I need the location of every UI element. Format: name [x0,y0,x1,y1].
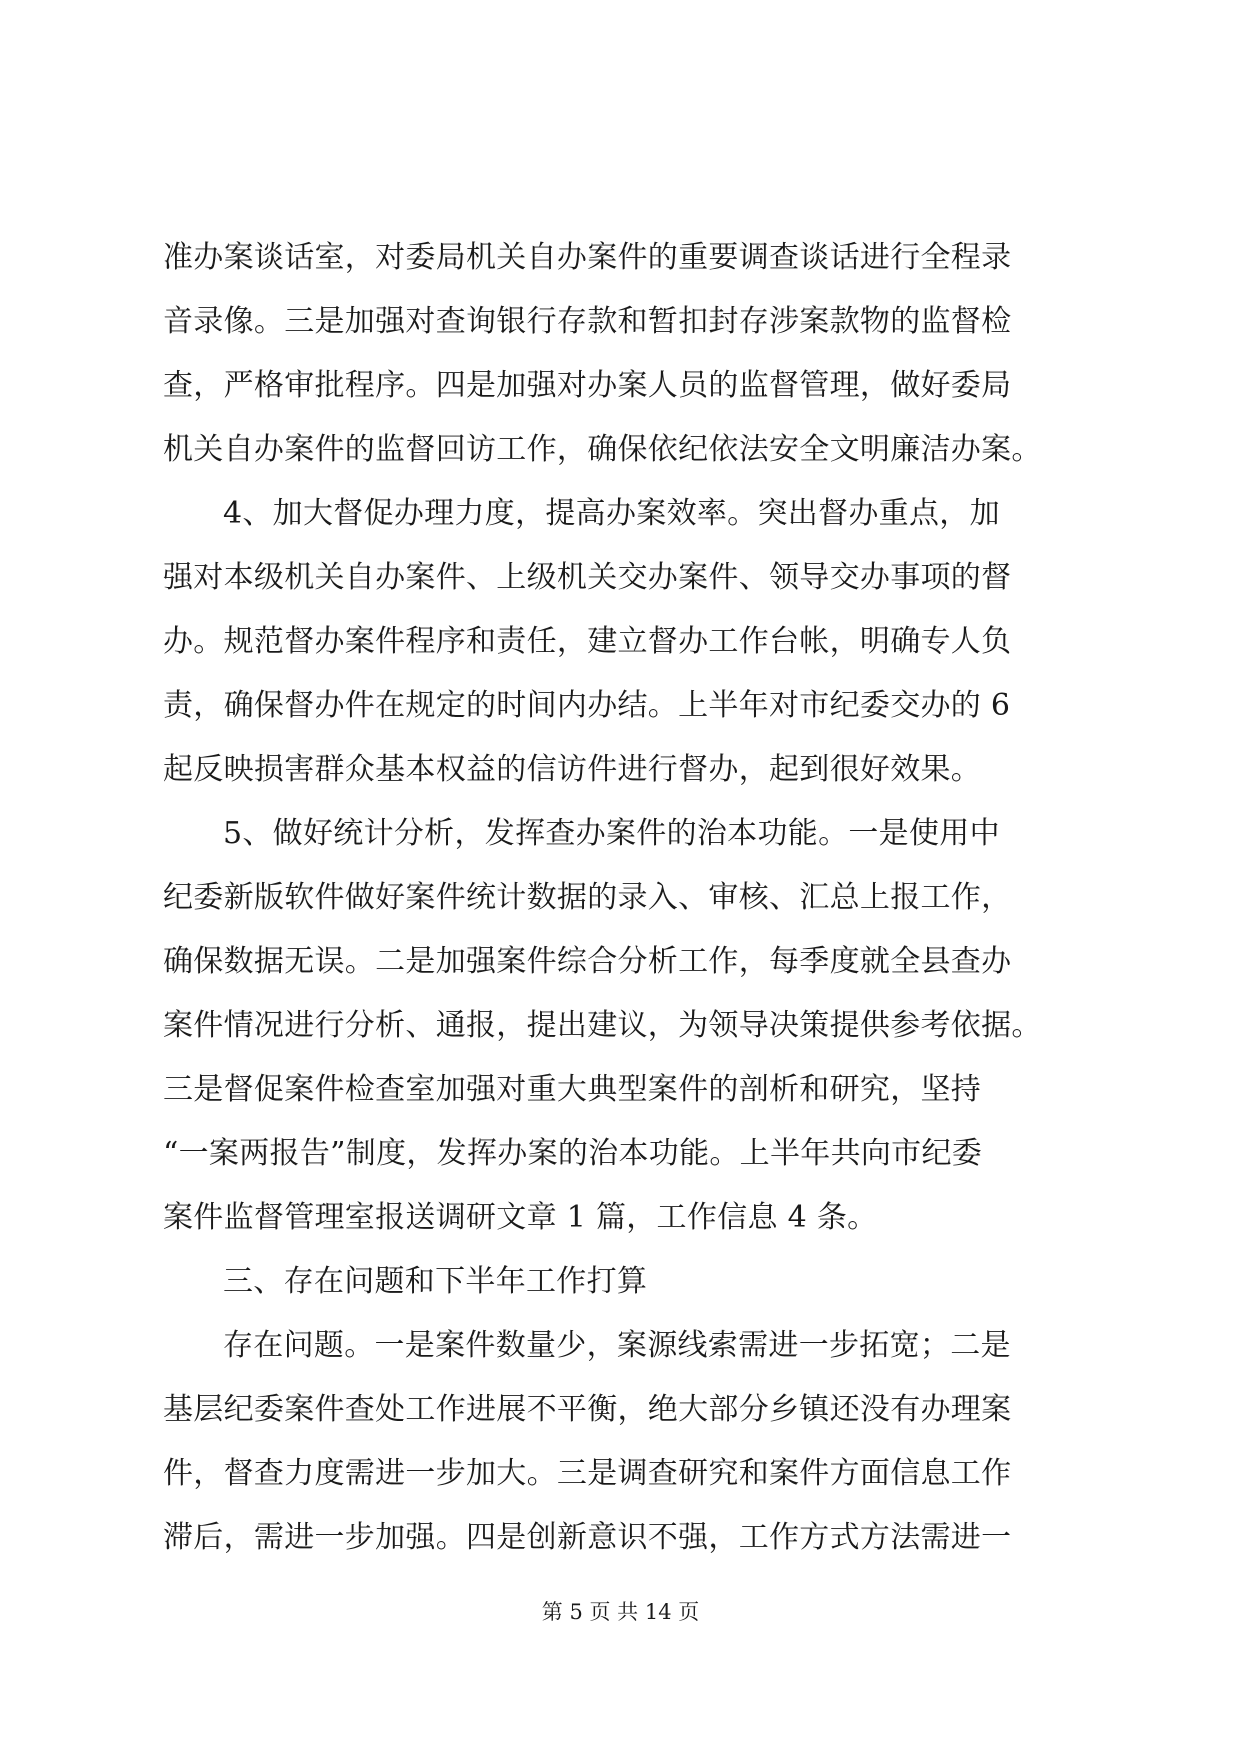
text-line: 责，确保督办件在规定的时间内办结。上半年对市纪委交办的 6 [163,688,1011,723]
text-line: 案件情况进行分析、通报，提出建议，为领导决策提供参考依据。 [163,1008,1042,1043]
text-line: 音录像。三是加强对查询银行存款和暂扣封存涉案款物的监督检 [163,304,1012,339]
text-line: 查，严格审批程序。四是加强对办案人员的监督管理，做好委局 [163,368,1012,403]
text-line: 案件监督管理室报送调研文章 1 篇，工作信息 4 条。 [163,1200,878,1235]
page-number-footer: 第 5 页 共 14 页 [541,1600,700,1624]
text-line: 起反映损害群众基本权益的信访件进行督办，起到很好效果。 [163,752,982,787]
paragraph-4-heading-line: 4、加大督促办理力度，提高办案效率。突出督办重点，加 [223,496,1000,531]
section-heading: 三、存在问题和下半年工作打算 [223,1264,648,1299]
document-body [163,226,1083,1570]
text-line: “一案两报告”制度，发挥办案的治本功能。上半年共向市纪委 [163,1136,983,1171]
text-line: 确保数据无误。二是加强案件综合分析工作，每季度就全县查办 [163,944,1012,979]
text-line: 存在问题。一是案件数量少，案源线索需进一步拓宽；二是 [223,1328,1011,1363]
text-line: 纪委新版软件做好案件统计数据的录入、审核、汇总上报工作， [163,880,1012,915]
paragraph-5-heading-line: 5、做好统计分析，发挥查办案件的治本功能。一是使用中 [223,816,1000,851]
text-line: 准办案谈话室，对委局机关自办案件的重要调查谈话进行全程录 [163,240,1012,275]
text-line: 机关自办案件的监督回访工作，确保依纪依法安全文明廉洁办案。 [163,432,1042,467]
text-line: 办。规范督办案件程序和责任，建立督办工作台帐，明确专人负 [163,624,1012,659]
text-line: 强对本级机关自办案件、上级机关交办案件、领导交办事项的督 [163,560,1012,595]
text-line: 滞后，需进一步加强。四是创新意识不强，工作方式方法需进一 [163,1520,1012,1555]
text-line: 三是督促案件检查室加强对重大典型案件的剖析和研究，坚持 [163,1072,982,1107]
text-line: 基层纪委案件查处工作进展不平衡，绝大部分乡镇还没有办理案 [163,1392,1012,1427]
text-line: 件，督查力度需进一步加大。三是调查研究和案件方面信息工作 [163,1456,1012,1491]
